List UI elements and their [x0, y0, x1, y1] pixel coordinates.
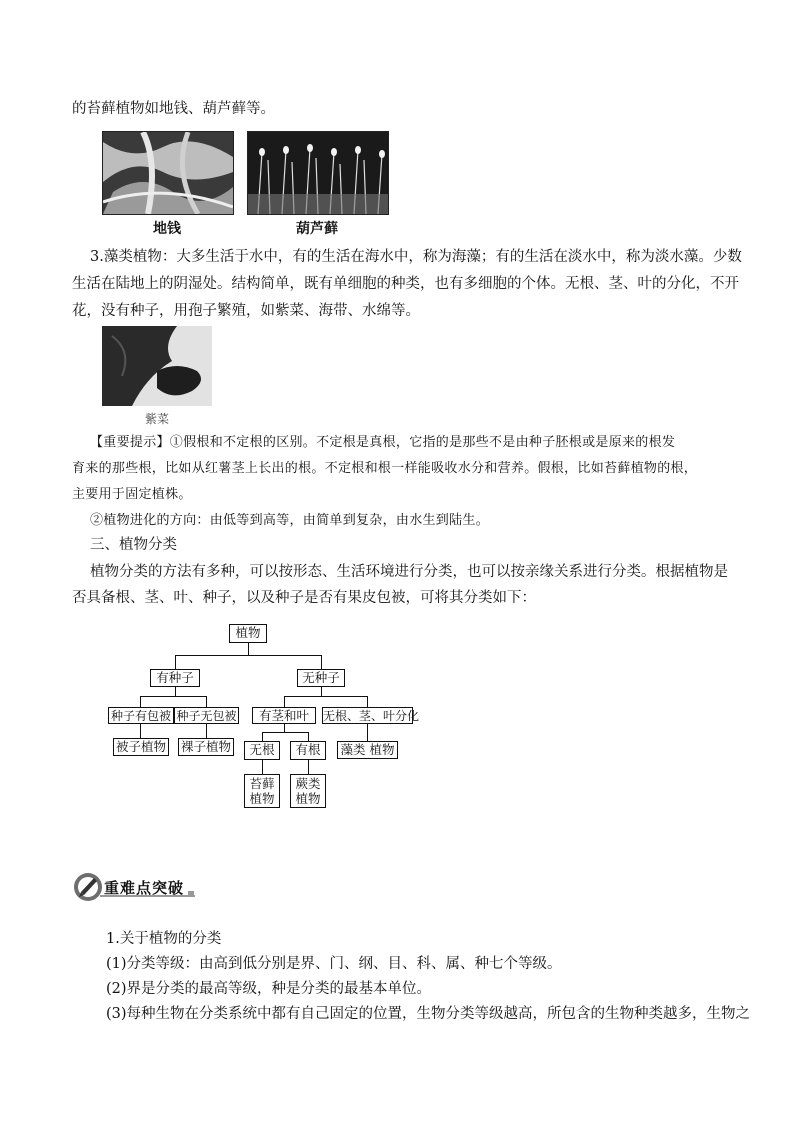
- tree-connector: [262, 759, 263, 774]
- moss-image-icon: [248, 132, 388, 214]
- node-has-root: 有根: [290, 741, 326, 760]
- tip-line-2: 育来的那些根，比如从红薯茎上长出的根。不定根和根一样能吸收水分和营养。假根，比如苔藓植物的根，: [72, 461, 698, 476]
- tree-connector: [206, 723, 207, 738]
- tree-connector: [140, 696, 141, 707]
- tree-connector: [284, 696, 285, 707]
- section-heading: 三、植物分类: [90, 537, 177, 553]
- moss-photo: [247, 131, 389, 215]
- laver-image-icon: [102, 326, 212, 406]
- tree-connector: [284, 696, 367, 697]
- section-line-2: 否具备根、茎、叶、种子，以及种子是否有果皮包被，可将其分类如下：: [72, 590, 536, 606]
- node-no-root: 无根: [244, 741, 280, 760]
- tree-connector: [175, 655, 321, 656]
- node-gymnosperm: 裸子植物: [178, 738, 234, 756]
- tip-line-1: 【重要提示】①假根和不定根的区别。不定根是真根，它指的是那些不是由种子胚根或是原来的根发: [90, 435, 676, 450]
- algae-line-2: 生活在陆地上的阴湿处。结构简单，既有单细胞的种类，也有多细胞的个体。无根、茎、叶的分化，不开: [72, 276, 739, 292]
- tree-connector: [140, 723, 141, 738]
- tree-connector: [175, 686, 176, 696]
- tree-connector: [175, 655, 176, 669]
- moss-caption: 葫芦藓: [296, 221, 338, 237]
- breakthrough-point-1: (1)分类等级：由高到低分别是界、门、纲、目、科、属、种七个等级。: [106, 956, 562, 972]
- node-bryophyte-line-1: 苔藓: [249, 776, 275, 791]
- breakthrough-point-3: (3)每种生物在分类系统中都有自己固定的位置，生物分类等级越高，所包含的生物种类越多，生物之: [106, 1006, 751, 1022]
- algae-line-1: 3.藻类植物：大多生活于水中，有的生活在海水中，称为海藻；有的生活在淡水中，称为淡水藻。少数: [90, 249, 742, 265]
- intro-text: 的苔藓植物如地钱、葫芦藓等。: [72, 101, 275, 117]
- liverwort-photo: [102, 131, 234, 215]
- node-seed-covered: 种子有包被: [108, 707, 174, 724]
- algae-line-3: 花，没有种子，用孢子繁殖，如紫菜、海带、水绵等。: [72, 303, 420, 319]
- laver-caption: 紫菜: [144, 412, 169, 426]
- node-seed-uncovered: 种子无包被: [174, 707, 239, 724]
- section-line-1: 植物分类的方法有多种，可以按形态、生活环境进行分类，也可以按亲缘关系进行分类。根据植物是: [90, 564, 728, 580]
- node-no-seed: 无种子: [297, 669, 345, 687]
- tree-connector: [206, 696, 207, 707]
- breakthrough-heading: 1.关于植物的分类: [106, 931, 222, 947]
- tree-connector: [321, 655, 322, 669]
- node-stem-leaf: 有茎和叶: [252, 707, 316, 724]
- node-plants: 植物: [229, 624, 267, 643]
- node-has-seed: 有种子: [150, 669, 200, 687]
- tree-connector: [308, 732, 309, 741]
- node-no-differentiation: 无根、茎、叶分化: [323, 709, 420, 723]
- tree-connector: [284, 723, 285, 732]
- node-bryophyte: [244, 774, 280, 808]
- tree-connector: [321, 686, 322, 696]
- tree-connector: [140, 696, 206, 697]
- tree-connector: [262, 732, 308, 733]
- tip-line-3: 主要用于固定植株。: [72, 487, 192, 502]
- tree-connector: [367, 723, 368, 741]
- liverwort-image-icon: [103, 132, 233, 214]
- node-angiosperm: 被子植物: [113, 738, 169, 756]
- tree-connector: [308, 759, 309, 774]
- breakthrough-point-2: (2)界是分类的最高等级，种是分类的最基本单位。: [106, 981, 432, 997]
- banner-title: 重难点突破: [104, 879, 185, 897]
- node-fern: [290, 774, 326, 808]
- node-algae: 藻类 植物: [337, 741, 398, 759]
- tree-connector: [262, 732, 263, 741]
- node-fern-line-1: 蕨类: [295, 776, 321, 791]
- tree-connector: [367, 696, 368, 707]
- tip-line-4: ②植物进化的方向：由低等到高等，由简单到复杂，由水生到陆生。: [90, 513, 490, 528]
- liverwort-caption: 地钱: [153, 221, 181, 237]
- laver-photo: [102, 326, 212, 406]
- tree-connector: [248, 642, 249, 655]
- node-fern-line-2: 植物: [295, 791, 321, 806]
- node-bryophyte-line-2: 植物: [249, 791, 275, 806]
